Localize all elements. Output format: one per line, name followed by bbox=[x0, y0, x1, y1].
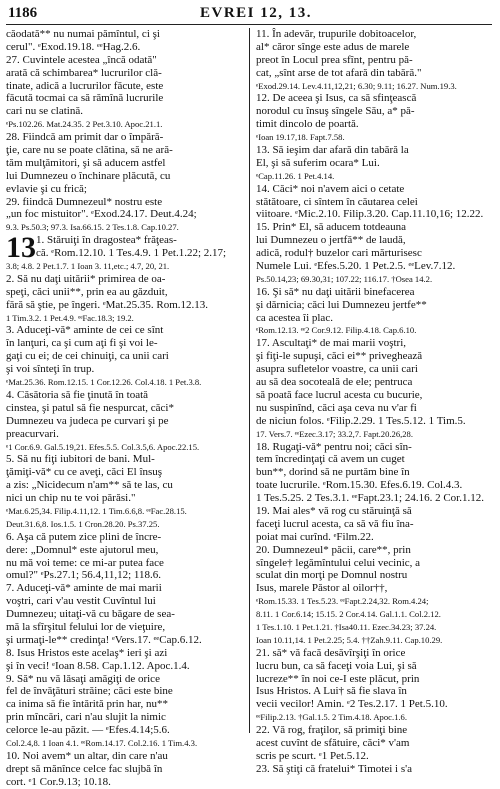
verse-line: fel de învăţături străine; căci este bine bbox=[6, 685, 173, 698]
verse-line: sculat din morţi pe Domnul nostru bbox=[256, 569, 408, 582]
verse-line: lui Dumnezeu o jertfă** de laudă, bbox=[256, 234, 406, 247]
verse-line: Dumnezeu va judeca pe curvari şi pe bbox=[6, 414, 169, 427]
verse-line: faceţi lucrul acesta, ca să vă fiu îna- bbox=[256, 517, 414, 530]
verse-line: Ps.50.14,23; 69.30,31; 107.22; 116.17. †Osea 14.2. bbox=[256, 273, 433, 284]
verse-line: 3.8; 4.8. 2 Pet.1.7. 1 Ioan 3. 11,etc.; 4.7, 20, 21. bbox=[6, 261, 170, 272]
verse-line: făcută tocmai ca să rămînă lucrurile bbox=[6, 92, 164, 105]
verse-line: şi fiţi-le supuşi, căci ei** priveghează bbox=[256, 350, 423, 363]
verse-line: cerul". ᵉExod.19.18. ᵉᵉHag.2.6. bbox=[6, 40, 141, 53]
column-divider bbox=[249, 28, 250, 733]
verse-line: ᵉᵉFilip.2.13. †Gal.1.5. 2 Tim.4.18. Apoc.1.6. bbox=[256, 712, 407, 723]
verse-line: vecii vecilor! Amin. ᵉ2 Tes.2.17. 1 Pet.5.10. bbox=[256, 698, 448, 711]
verse-line: ţie, care nu se poate clătina, să ne ară- bbox=[6, 144, 173, 157]
verse-line: ca acestea îi plac. bbox=[256, 311, 333, 324]
verse-line: Ioan 10.11,14. 1 Pet.2.25; 5.4. ††Zah.9.11. Cap.10.29. bbox=[256, 634, 443, 645]
verse-line: mă la sfîrşitul felului lor de vieţuire, bbox=[6, 620, 166, 633]
verse-line: al* căror sînge este adus de marele bbox=[256, 40, 410, 53]
verse-line: să poată face lucrul acesta cu bucurie, bbox=[256, 388, 423, 401]
verse-line: 5. Să nu fiţi iubitori de bani. Mul- bbox=[6, 453, 155, 466]
verse-line: şi urmaţi-le** credinţa! ᵉVers.17. ᵉᵉCap.6.12. bbox=[6, 633, 202, 646]
verse-line: 27. Cuvintele acestea „încă odată" bbox=[6, 53, 157, 66]
verse-line: 22. Vă rog, fraţilor, să primiţi bine bbox=[256, 724, 408, 737]
verse-line: 23. Să ştiţi că fratelui* Timotei i s'a bbox=[256, 762, 412, 775]
verse-line: au să dea socoteală de ele; pentruca bbox=[256, 376, 413, 389]
verse-line: nu mă voi teme: ce mi-ar putea face bbox=[6, 556, 164, 569]
verse-line: 13. Să ieşim dar afară din tabără la bbox=[256, 144, 409, 157]
verse-line: tinate, adică a lucrurilor făcute, este bbox=[6, 79, 164, 92]
verse-line: 12. De aceea şi Isus, ca să sfinţească bbox=[256, 92, 417, 105]
verse-line: scris pe scurt. ᵉ1 Pet.5.12. bbox=[256, 749, 369, 762]
verse-line: gaţi cu ei; de cei chinuiţi, ca unii cari bbox=[6, 350, 169, 363]
verse-line: acest cuvînt de sfătuire, căci* v'am bbox=[256, 736, 410, 749]
verse-line: căodată** nu numai pămîntul, ci şi bbox=[6, 28, 160, 40]
verse-line: lucru bun, ca să faceţi voia Lui, şi să bbox=[256, 659, 417, 672]
page-header bbox=[0, 0, 500, 26]
verse-line: 1 Tes.1.10. 1 Pet.1.21. †Isa40.11. Ezec.34.23; 37.24. bbox=[256, 621, 437, 632]
verse-line: cinstea, şi patul să fie nespurcat, căci* bbox=[6, 401, 174, 414]
verse-line: preacurvari. bbox=[6, 427, 59, 440]
verse-line: 7. Aduceţi-vă* aminte de mai marii bbox=[6, 582, 162, 595]
verse-line: ca inima să fie întărită prin har, nu** bbox=[6, 698, 169, 711]
header-rule bbox=[6, 24, 492, 25]
verse-line: ᵉPs.102.26. Mat.24.35. 2 Pet.3.10. Apoc.21.1. bbox=[6, 119, 163, 130]
page-number: 1186 bbox=[8, 5, 38, 21]
verse-line: Isus, marele Păstor al oilor††, bbox=[256, 582, 388, 595]
verse-line: sîngele† legămîntului celui vecinic, a bbox=[256, 556, 421, 569]
verse-line: Deut.31.6,8. Ios.1.5. 1 Cron.28.20. Ps.37.25. bbox=[6, 518, 160, 529]
verse-line: 15. Prin* El, să aducem totdeauna bbox=[256, 221, 406, 234]
left-column bbox=[6, 28, 246, 788]
verse-line: arată că schimbarea* lucrurilor clă- bbox=[6, 66, 162, 79]
verse-line: 9. Să* nu vă lăsaţi amăgiţi de orice bbox=[6, 672, 160, 685]
verse-line: voştri, cari v'au vestit Cuvîntul lui bbox=[6, 595, 156, 608]
verse-line: 4. Căsătoria să fie ţinută în toată bbox=[6, 388, 149, 401]
verse-line: adică, rodul† buzelor cari mărturisesc bbox=[256, 247, 422, 260]
verse-line: 29. fiindcă Dumnezeul* nostru este bbox=[6, 195, 163, 208]
verse-line: viitoare. ᵉMic.2.10. Filip.3.20. Cap.11.10,16; 12.22. bbox=[256, 208, 484, 221]
verse-line: 8. Isus Hristos este acelaş* ieri şi azi bbox=[6, 646, 168, 659]
verse-line: 16. Şi să* nu daţi uitării binefacerea bbox=[256, 285, 415, 298]
verse-line: ᵉIoan 19.17,18. Fapt.7.58. bbox=[256, 132, 345, 143]
running-title: EVREI 12, 13. bbox=[200, 5, 313, 21]
verse-line: 6. Aşa că putem zice plini de încre- bbox=[6, 530, 162, 543]
verse-line: ᵉMat.6.25,34. Filip.4.11,12. 1 Tim.6.6,8. ᵉᵉFac.28.15. bbox=[6, 505, 187, 516]
verse-line: Dumnezeu; uitaţi-vă cu băgare de sea- bbox=[6, 608, 175, 621]
verse-line: 1 Tes.5.25. 2 Tes.3.1. ᵉᵉFapt.23.1; 24.16. 2 Cor.1.12. bbox=[256, 492, 484, 505]
verse-line: bun**, dorind să ne purtăm bine în bbox=[256, 466, 410, 479]
verse-line: preot în Locul prea sfînt, pentru pă- bbox=[256, 53, 413, 66]
verse-line: toate lucrurile. ᵉRom.15.30. Efes.6.19. Col.4.3. bbox=[256, 479, 463, 492]
verse-line: Numele Lui. ᵉEfes.5.20. 1 Pet.2.5. ᵉᵉLev.7.12. bbox=[256, 260, 456, 273]
verse-line: a zis: „Nicidecum n'am** să te las, cu bbox=[6, 479, 173, 492]
verse-line: ᵉRom.15.33. 1 Tes.5.23. ᵉᵉFapt.2.24,32. Rom.4.24; bbox=[256, 596, 429, 607]
verse-line: El, şi să suferim ocara* Lui. bbox=[256, 156, 380, 169]
verse-line: fără să ştie, pe îngeri. ᵉMat.25.35. Rom.12.13. bbox=[6, 298, 209, 311]
verse-line: ᵉ1 Cor.6.9. Gal.5.19,21. Efes.5.5. Col.3.5,6. Apoc.22.15. bbox=[6, 441, 200, 452]
verse-line: omul?" ᵉPs.27.1; 56.4,11,12; 118.6. bbox=[6, 569, 161, 582]
verse-line: şi voi sînteţi în trup. bbox=[6, 363, 95, 376]
verse-line: 17. Ascultaţi* de mai marii voştri, bbox=[256, 337, 407, 350]
verse-line: cari nu se clatină. bbox=[6, 105, 83, 118]
verse-line: 1. Stăruiţi în dragostea* frăţeas- bbox=[36, 234, 177, 247]
verse-line: dere: „Domnul* este ajutorul meu, bbox=[6, 543, 159, 556]
right-column bbox=[256, 28, 496, 775]
verse-line: în lanţuri, ca şi cum aţi fi şi voi le- bbox=[6, 337, 158, 350]
verse-line: ᵉExod.29.14. Lev.4.11,12,21; 6.30; 9.11; 16.27. Num.19.3. bbox=[256, 80, 457, 91]
verse-line: ᵉRom.12.13. ᵉᵉ2 Cor.9.12. Filip.4.18. Cap.6.10. bbox=[256, 325, 417, 336]
verse-line: evlavie şi cu frică; bbox=[6, 182, 87, 195]
verse-line: norodul cu însuş sîngele Său, a* pă- bbox=[256, 105, 415, 118]
verse-line: tem încredinţaţi că avem un cuget bbox=[256, 453, 405, 466]
verse-line: 28. Fiindcă am primit dar o împără- bbox=[6, 131, 164, 144]
verse-line: speţi, căci unii**, prin ea au găzduit, bbox=[6, 285, 168, 298]
verse-line: ᵉMat.25.36. Rom.12.15. 1 Cor.12.26. Col.4.18. 1 Pet.3.8. bbox=[6, 377, 202, 388]
verse-line: şi în veci! ᵉIoan 8.58. Cap.1.12. Apoc.1.4. bbox=[6, 659, 190, 672]
verse-line: 20. Dumnezeul* păcii, care**, prin bbox=[256, 543, 411, 556]
verse-line: stătătoare, ci sîntem în căutarea celei bbox=[256, 195, 418, 208]
verse-line: asupra sufletelor voastre, ca unii cari bbox=[256, 363, 418, 376]
verse-line: drept să mănînce celce fac slujbă în bbox=[6, 762, 163, 775]
verse-line: „un foc mistuitor". ᵉExod.24.17. Deut.4.24; bbox=[6, 208, 197, 221]
verse-line: 14. Căci* noi n'avem aici o cetate bbox=[256, 182, 405, 195]
chapter-drop-cap: 13 bbox=[6, 231, 36, 265]
verse-line: ţămiţi-vă* cu ce aveţi, căci El însuş bbox=[6, 466, 163, 479]
verse-line: 19. Mai ales* vă rog cu stăruinţă să bbox=[256, 504, 412, 517]
verse-line: ᵉCap.11.26. 1 Pet.4.14. bbox=[256, 170, 335, 181]
verse-line: timit dincolo de poartă. bbox=[256, 118, 359, 131]
verse-line: că. ᵉRom.12.10. 1 Tes.4.9. 1 Pet.1.22; 2.17; bbox=[36, 247, 227, 260]
verse-line: 9.3. Ps.50.3; 97.3. Isa.66.15. 2 Tes.1.8. Cap.10.27. bbox=[6, 222, 179, 233]
verse-line: 2. Să nu daţi uitării* primirea de oa- bbox=[6, 272, 166, 285]
verse-line: 8.11. 1 Cor.6.14; 15.15. 2 Cor.4.14. Gal.1.1. Col.2.12. bbox=[256, 609, 441, 620]
verse-line: 17. Vers.7. ᵉᵉEzec.3.17; 33.2,7. Fapt.20.26,28. bbox=[256, 428, 414, 439]
verse-line: lucreze** în noi ce-I este plăcut, prin bbox=[256, 672, 420, 685]
verse-line: prin mîncări, cari n'au slujit la nimic bbox=[6, 711, 166, 724]
verse-line: 18. Rugaţi-vă* pentru noi; căci sîn- bbox=[256, 440, 412, 453]
verse-line: Isus Hristos. A Lui† să fie slava în bbox=[256, 685, 407, 698]
verse-line: celorce le-au păzit. — ᵉEfes.4.14;5.6. bbox=[6, 724, 170, 737]
verse-line: cort. ᵉ1 Cor.9.13; 10.18. bbox=[6, 775, 111, 788]
verse-line: şi dărnicia; căci lui Dumnezeu jertfe** bbox=[256, 298, 427, 311]
verse-line: 1 Tim.3.2. 1 Pet.4.9. ᵉᵉFac.18.3; 19.2. bbox=[6, 312, 134, 323]
verse-line: lui Dumnezeu o închinare plăcută, cu bbox=[6, 169, 171, 182]
verse-line: Col.2.4,8. 1 Ioan 4.1. ᵉᵉRom.14.17. Col.2.16. 1 Tim.4.3. bbox=[6, 737, 198, 748]
verse-line: cat, „sînt arse de tot afară din tabără." bbox=[256, 66, 422, 79]
verse-line: nu suspinînd, căci aşa ceva nu v'ar fi bbox=[256, 401, 417, 414]
verse-line: tăm mulţămitori, şi să aducem astfel bbox=[6, 156, 166, 169]
verse-line: 21. să* vă facă desăvîrşiţi în orice bbox=[256, 646, 406, 659]
verse-line: poiat mai curînd. ᵉFilm.22. bbox=[256, 530, 374, 543]
verse-line: 3. Aduceţi-vă* aminte de cei ce sînt bbox=[6, 324, 164, 337]
verse-line: 10. Noi avem* un altar, din care n'au bbox=[6, 749, 168, 762]
verse-line: nici un chip nu te voi părăsi." bbox=[6, 492, 136, 505]
verse-line: 11. În adevăr, trupurile dobitoacelor, bbox=[256, 28, 417, 40]
verse-line: de niciun folos. ᵉFilip.2.29. 1 Tes.5.12. 1 Tim.5. bbox=[256, 414, 466, 427]
